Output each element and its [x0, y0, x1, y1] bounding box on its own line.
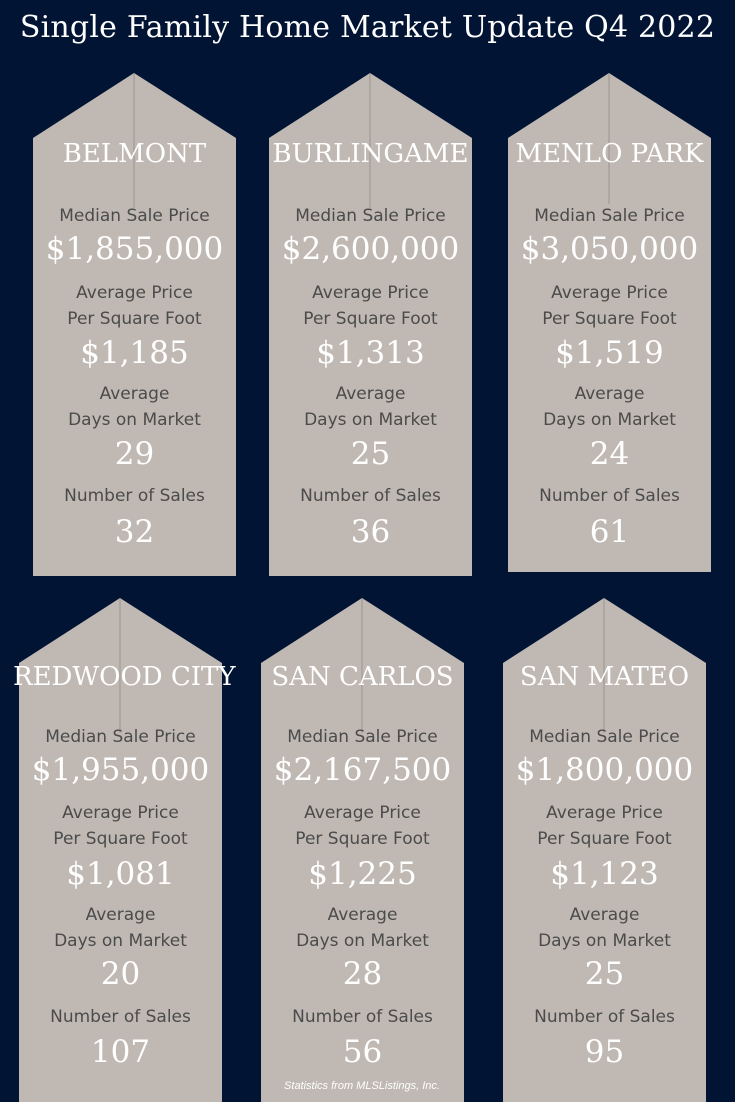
median-value: $1,955,000: [31, 752, 210, 788]
sales-label: Number of Sales: [300, 486, 441, 506]
city-card-san-mateo: [503, 598, 706, 1102]
sales-value: 107: [90, 1034, 151, 1070]
sales-label: Number of Sales: [292, 1007, 433, 1027]
sales-value: 56: [342, 1034, 383, 1070]
median-label: Median Sale Price: [534, 206, 685, 226]
ppsf-value: $1,185: [80, 335, 189, 371]
avg-price-label-2: Per Square Foot: [295, 829, 430, 849]
avg-days-label-1: Average: [335, 384, 406, 404]
median-label: Median Sale Price: [45, 727, 196, 747]
sales-value: 36: [350, 514, 391, 550]
sales-label: Number of Sales: [539, 486, 680, 506]
avg-days-label-2: Days on Market: [54, 931, 187, 951]
city-name: SAN MATEO: [519, 662, 690, 692]
avg-days-label-2: Days on Market: [543, 410, 676, 430]
city-card-redwood-city: [13, 598, 236, 1102]
ppsf-value: $1,123: [550, 856, 659, 892]
avg-price-label-1: Average Price: [551, 283, 668, 303]
days-value: 29: [114, 436, 155, 472]
ppsf-value: $1,081: [66, 856, 175, 892]
source-footnote: Statistics from MLSListings, Inc.: [284, 1080, 440, 1092]
avg-days-label-2: Days on Market: [296, 931, 429, 951]
median-value: $2,167,500: [273, 752, 452, 788]
city-card-menlo-park: [508, 73, 711, 572]
ppsf-value: $1,519: [555, 335, 664, 371]
page-title: Single Family Home Market Update Q4 2022: [19, 10, 716, 45]
city-name: REDWOOD CITY: [13, 662, 236, 692]
sales-label: Number of Sales: [50, 1007, 191, 1027]
sales-value: 32: [114, 514, 155, 550]
avg-price-label-1: Average Price: [546, 803, 663, 823]
avg-price-label-2: Per Square Foot: [53, 829, 188, 849]
avg-price-label-2: Per Square Foot: [537, 829, 672, 849]
median-value: $2,600,000: [281, 231, 460, 267]
city-card-belmont: [33, 73, 236, 576]
ppsf-value: $1,225: [308, 856, 417, 892]
sales-label: Number of Sales: [534, 1007, 675, 1027]
days-value: 20: [100, 956, 141, 992]
city-name: BELMONT: [62, 139, 207, 169]
city-name: SAN CARLOS: [271, 662, 454, 692]
median-value: $1,800,000: [515, 752, 694, 788]
median-label: Median Sale Price: [295, 206, 446, 226]
median-label: Median Sale Price: [529, 727, 680, 747]
sales-value: 95: [584, 1034, 625, 1070]
avg-price-label-1: Average Price: [62, 803, 179, 823]
avg-price-label-2: Per Square Foot: [303, 309, 438, 329]
avg-days-label-1: Average: [574, 384, 645, 404]
days-value: 28: [342, 956, 383, 992]
city-name: MENLO PARK: [515, 139, 704, 169]
days-value: 25: [584, 956, 625, 992]
median-value: $1,855,000: [45, 231, 224, 267]
avg-price-label-2: Per Square Foot: [542, 309, 677, 329]
city-card-burlingame: [269, 73, 472, 576]
ppsf-value: $1,313: [316, 335, 425, 371]
days-value: 25: [350, 436, 391, 472]
city-card-san-carlos: [261, 598, 464, 1102]
sales-label: Number of Sales: [64, 486, 205, 506]
avg-days-label-1: Average: [327, 905, 398, 925]
median-label: Median Sale Price: [59, 206, 210, 226]
median-value: $3,050,000: [520, 231, 699, 267]
days-value: 24: [589, 436, 630, 472]
avg-price-label-1: Average Price: [76, 283, 193, 303]
avg-price-label-1: Average Price: [312, 283, 429, 303]
avg-price-label-2: Per Square Foot: [67, 309, 202, 329]
avg-days-label-2: Days on Market: [538, 931, 671, 951]
avg-days-label-1: Average: [85, 905, 156, 925]
avg-days-label-1: Average: [99, 384, 170, 404]
avg-days-label-2: Days on Market: [68, 410, 201, 430]
sales-value: 61: [589, 514, 630, 550]
avg-price-label-1: Average Price: [304, 803, 421, 823]
median-label: Median Sale Price: [287, 727, 438, 747]
avg-days-label-2: Days on Market: [304, 410, 437, 430]
city-name: BURLINGAME: [272, 139, 469, 169]
avg-days-label-1: Average: [569, 905, 640, 925]
